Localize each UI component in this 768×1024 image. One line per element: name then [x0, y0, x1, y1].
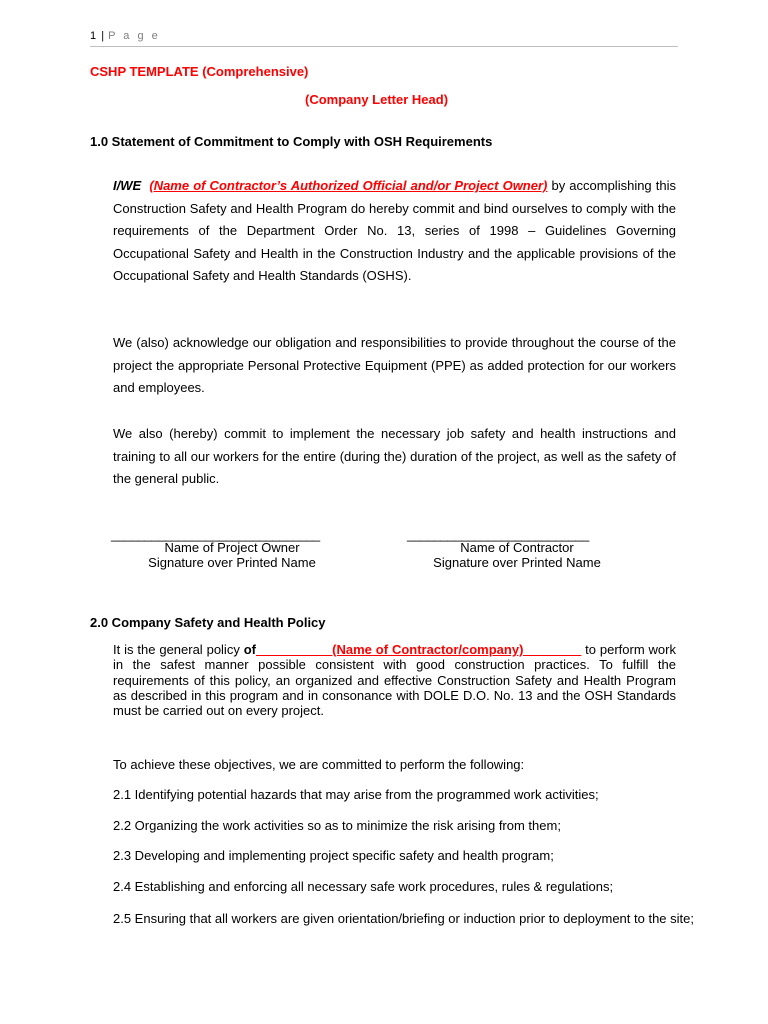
- ppe-paragraph: We (also) acknowledge our obligation and responsibilities to provide throughout the course of the project the appropriate Personal Protective Equipment (PPE) as added protection for our workers and employees.: [113, 335, 676, 395]
- contractor-signature-caption: Signature over Printed Name: [433, 555, 601, 570]
- page-label: P a g e: [108, 30, 161, 42]
- list-item: 2.2 Organizing the work activities so as to minimize the risk arising from them;: [113, 818, 561, 833]
- letterhead-title: (Company Letter Head): [305, 92, 449, 107]
- section2-heading: 2.0 Company Safety and Health Policy: [90, 615, 326, 630]
- policy-paragraph: [113, 642, 676, 718]
- page-number: 1: [90, 30, 98, 42]
- list-item: 2.1 Identifying potential hazards that may arise from the programmed work activities;: [113, 787, 599, 802]
- section1-heading: 1.0 Statement of Commitment to Comply with OSH Requirements: [90, 134, 493, 149]
- contractor-name-label: Name of Contractor: [460, 540, 574, 555]
- contractor-signature-line: ___________________________: [407, 527, 589, 542]
- commitment-paragraph: [113, 175, 676, 288]
- owner-signature-caption: Signature over Printed Name: [148, 555, 316, 570]
- template-title: CSHP TEMPLATE (Comprehensive): [90, 64, 309, 79]
- objectives-intro: To achieve these objectives, we are committed to perform the following:: [113, 757, 525, 772]
- policy-text: to perform work in the safest manner possible consistent with good construction practices. To fulfill the requirements of this policy, an organized and effective Construction Safety and Health Program as described in this program and in consonance with DOLE D.O. No. 13 and the OSH Standards must be carried out on every project.: [113, 642, 676, 719]
- policy-lead: It is the general policy: [113, 642, 244, 657]
- list-item: 2.4 Establishing and enforcing all necessary safe work procedures, rules & regulations;: [113, 879, 614, 894]
- list-item: 2.5 Ensuring that all workers are given orientation/briefing or induction prior to deployment to the site;: [113, 911, 694, 926]
- owner-signature-line: _______________________________: [111, 527, 320, 542]
- list-item: 2.3 Developing and implementing project specific safety and health program;: [113, 848, 554, 863]
- owner-name-label: Name of Project Owner: [164, 540, 300, 555]
- page-header: [90, 30, 678, 47]
- contractor-name-placeholder: __________(Name of Contractor/company)________: [255, 642, 582, 657]
- policy-of: of: [243, 642, 256, 657]
- commitment-text: by accomplishing this Construction Safety and Health Program do hereby commit and bind ourselves to comply with the requirements of the Department Order No. 13, series of 1998 – Guidelines Governing Occupational Safety and Health in the Construction Industry and the applicable provisions of the Occupational Safety and Health Standards (OSHS).: [113, 178, 676, 283]
- page-separator: |: [101, 30, 105, 42]
- iwe-lead: I/WE: [113, 178, 142, 193]
- official-name-placeholder: (Name of Contractor’s Authorized Official and/or Project Owner): [149, 178, 548, 193]
- training-paragraph: We also (hereby) commit to implement the necessary job safety and health instructions and training to all our workers for the entire (during the) duration of the project, as well as the safety of the general public.: [113, 426, 676, 486]
